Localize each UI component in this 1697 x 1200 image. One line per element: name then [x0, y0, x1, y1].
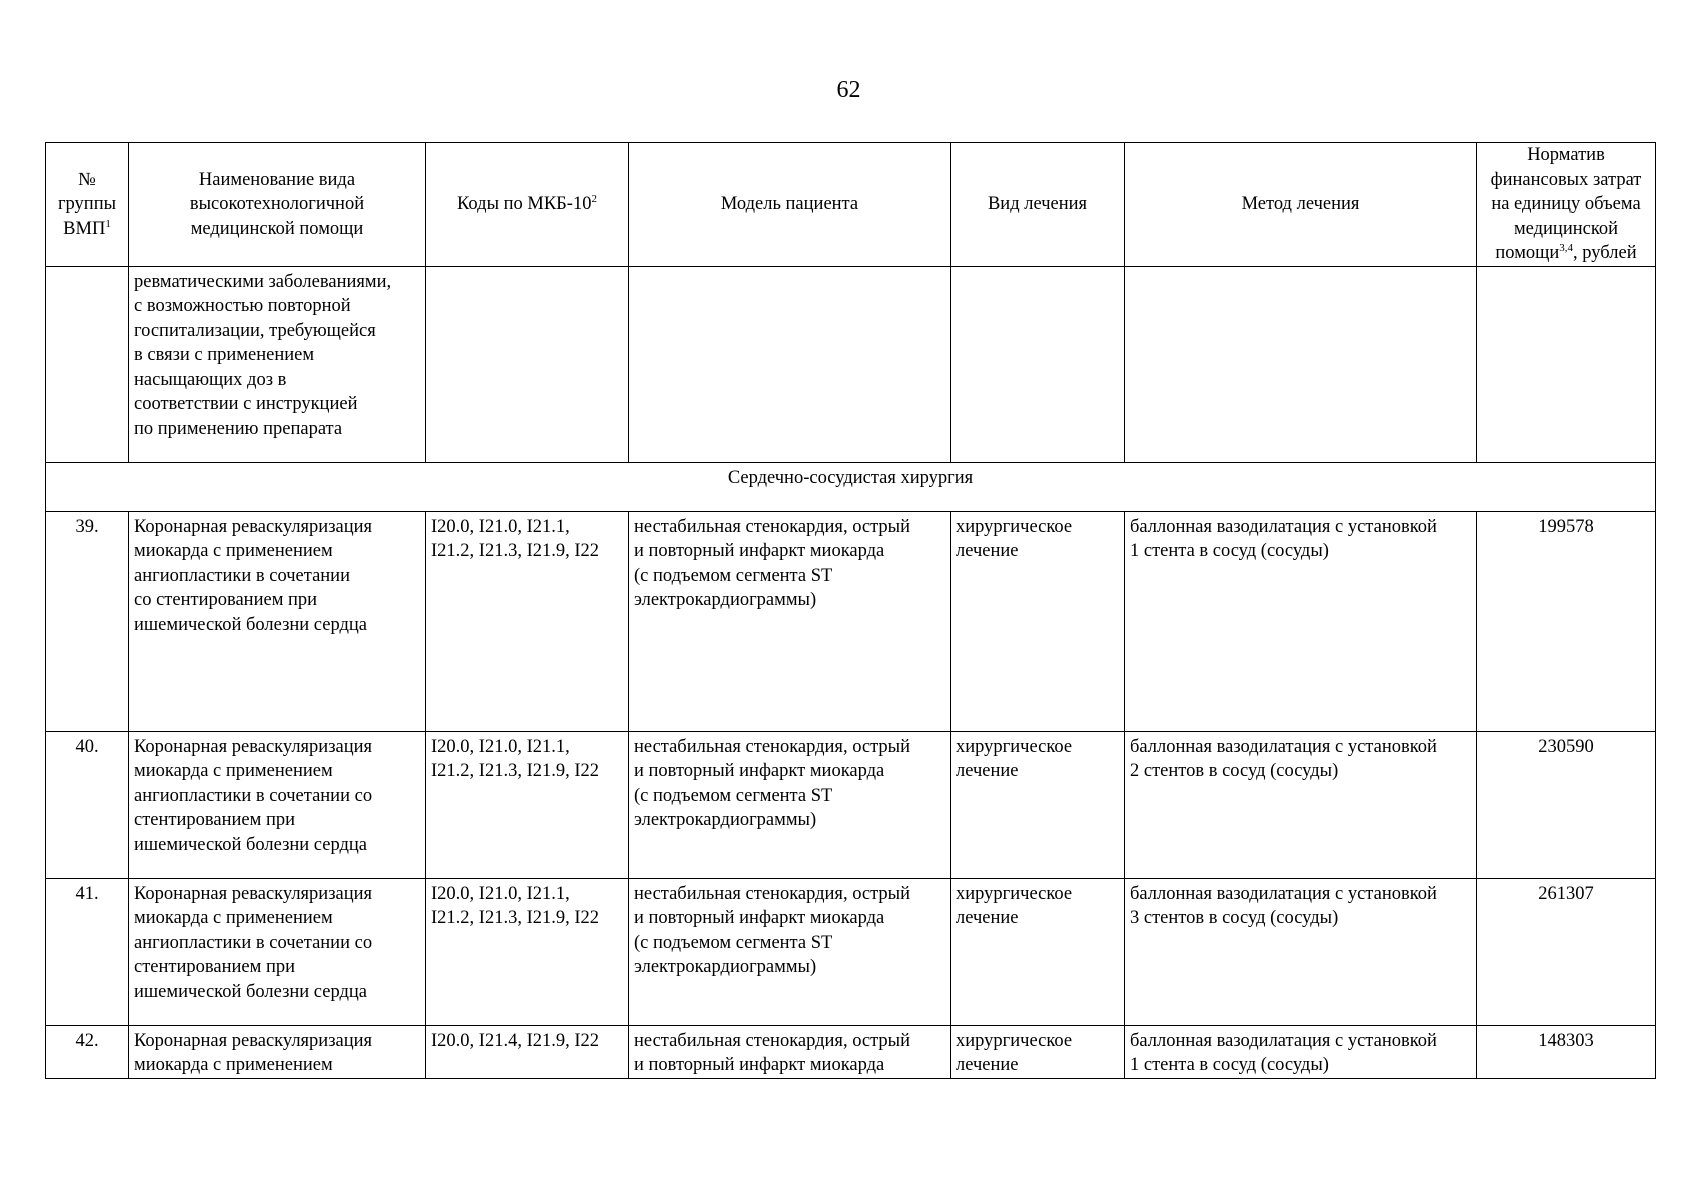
cell-text: лечение: [956, 761, 1019, 781]
cell-method: [1125, 511, 1477, 731]
cell-text: 2 стентов в сосуд (сосуды): [1130, 761, 1339, 781]
cell-norm: 261307: [1477, 878, 1656, 1025]
section-title: Сердечно-сосудистая хирургия: [46, 462, 1656, 511]
cell-method: [1125, 1025, 1477, 1078]
cell-num: [46, 266, 129, 462]
cell-text: и повторный инфаркт миокарда: [634, 908, 885, 928]
header-text: [50, 217, 124, 242]
header-text: медицинской: [1513, 218, 1619, 239]
cell-norm: 230590: [1477, 731, 1656, 878]
cell-type: [951, 266, 1125, 462]
cell-text: ишемической болезни сердца: [134, 614, 367, 635]
cell-text: I20.0, I21.4, I21.9, I22: [431, 1030, 600, 1051]
cell-text: (с подъемом сегмента ST: [634, 785, 833, 806]
cell-norm: 199578: [1477, 511, 1656, 731]
cell-name: [129, 511, 426, 731]
header-text: Коды по МКБ-10: [457, 194, 592, 214]
cell-text: ишемической болезни сердца: [134, 834, 367, 855]
header-text: №: [78, 169, 96, 190]
cell-type: [951, 511, 1125, 731]
footnote-mark: 3,4: [1559, 242, 1574, 254]
cell-method: [1125, 731, 1477, 878]
cell-text: и повторный инфаркт миокарда: [634, 761, 885, 781]
cell-codes: [426, 878, 629, 1025]
cell-num: 39.: [46, 511, 129, 731]
cell-text: Коронарная реваскуляризация: [134, 736, 373, 757]
cell-text: стентированием при: [134, 810, 295, 830]
header-text: Норматив: [1527, 145, 1605, 165]
table-row: [46, 511, 1656, 731]
cell-text: Коронарная реваскуляризация: [134, 516, 373, 537]
table-row: [46, 878, 1656, 1025]
cell-text: и повторный инфаркт миокарда: [634, 1055, 885, 1075]
cell-type: [951, 1025, 1125, 1078]
cell-text: (с подъемом сегмента ST: [634, 565, 833, 586]
header-text: [1481, 241, 1651, 266]
header-row: [46, 143, 1656, 267]
table-row: [46, 731, 1656, 878]
cell-text: I21.2, I21.3, I21.9, I22: [431, 541, 600, 561]
cell-model: [629, 878, 951, 1025]
footnote-mark: 2: [591, 193, 597, 205]
cell-text: I20.0, I21.0, I21.1,: [431, 883, 570, 904]
cell-text: хирургическое: [956, 883, 1073, 904]
cell-text: лечение: [956, 908, 1019, 928]
cell-codes: [426, 1025, 629, 1078]
cell-text: I20.0, I21.0, I21.1,: [431, 736, 570, 757]
vmp-table: [45, 142, 1656, 1079]
cell-method: [1125, 878, 1477, 1025]
cell-text: и повторный инфаркт миокарда: [634, 541, 885, 561]
cell-text: баллонная вазодилатация с установкой: [1130, 1030, 1437, 1051]
cell-name: [129, 266, 426, 462]
page-number: 62: [836, 77, 861, 103]
cell-text: (с подъемом сегмента ST: [634, 932, 833, 953]
cell-text: хирургическое: [956, 516, 1073, 537]
table-row: [46, 1025, 1656, 1078]
cell-text: ангиопластики в сочетании со: [134, 785, 373, 806]
cell-text: в связи с применением: [134, 345, 315, 365]
cell-text: ангиопластики в сочетании: [134, 565, 350, 586]
cell-text: нестабильная стенокардия, острый: [634, 516, 911, 537]
cell-text: баллонная вазодилатация с установкой: [1130, 516, 1437, 537]
cell-text: ангиопластики в сочетании со: [134, 932, 373, 953]
cell-codes: [426, 731, 629, 878]
cell-text: хирургическое: [956, 1030, 1073, 1051]
cell-text: миокарда с применением: [134, 908, 333, 928]
header-codes: [426, 143, 629, 267]
cell-text: миокарда с применением: [134, 541, 333, 561]
cell-text: 1 стента в сосуд (сосуды): [1130, 541, 1329, 561]
cell-text: нестабильная стенокардия, острый: [634, 1030, 911, 1051]
cell-text: лечение: [956, 541, 1019, 561]
cell-text: стентированием при: [134, 957, 295, 977]
cell-text: 3 стентов в сосуд (сосуды): [1130, 908, 1339, 928]
cell-text: соответствии с инструкцией: [134, 394, 358, 414]
cell-text: нестабильная стенокардия, острый: [634, 736, 911, 757]
cell-text: нестабильная стенокардия, острый: [634, 883, 911, 904]
cell-name: [129, 878, 426, 1025]
cell-text: электрокардиограммы): [634, 957, 817, 977]
cell-text: по применению препарата: [134, 418, 343, 439]
cell-text: лечение: [956, 1055, 1019, 1075]
cell-text: со стентированием при: [134, 590, 318, 610]
cell-model: [629, 511, 951, 731]
continuation-row: [46, 266, 1656, 462]
header-text: ВМП: [63, 218, 106, 239]
cell-text: миокарда с применением: [134, 761, 333, 781]
header-name: [129, 143, 426, 267]
header-text: финансовых затрат: [1490, 169, 1642, 190]
cell-norm: 148303: [1477, 1025, 1656, 1078]
cell-text: 1 стента в сосуд (сосуды): [1130, 1055, 1329, 1075]
footnote-mark: 1: [105, 217, 111, 230]
header-text: медицинской помощи: [190, 218, 364, 239]
cell-norm: [1477, 266, 1656, 462]
cell-type: [951, 878, 1125, 1025]
cell-text: хирургическое: [956, 736, 1073, 757]
cell-text: баллонная вазодилатация с установкой: [1130, 883, 1437, 904]
cell-num: 41.: [46, 878, 129, 1025]
header-group-no: [46, 143, 129, 267]
cell-codes: [426, 266, 629, 462]
header-text: высокотехнологичной: [189, 194, 365, 214]
cell-codes: [426, 511, 629, 731]
cell-text: госпитализации, требующейся: [134, 320, 376, 341]
cell-name: [129, 731, 426, 878]
cell-text: с возможностью повторной: [134, 296, 351, 316]
header-patient-model: Модель пациента: [629, 143, 951, 267]
header-text: помощи: [1495, 243, 1560, 263]
cell-text: баллонная вазодилатация с установкой: [1130, 736, 1437, 757]
cell-text: Коронарная реваскуляризация: [134, 1030, 373, 1051]
cell-text: электрокардиограммы): [634, 810, 817, 830]
cell-num: 40.: [46, 731, 129, 878]
cell-text: миокарда с применением: [134, 1055, 333, 1075]
cell-text: ревматическими заболеваниями,: [134, 271, 392, 292]
header-text: , рублей: [1573, 243, 1637, 263]
cell-name: [129, 1025, 426, 1078]
cell-text: ишемической болезни сердца: [134, 981, 367, 1002]
cell-method: [1125, 266, 1477, 462]
cell-model: [629, 1025, 951, 1078]
cell-num: 42.: [46, 1025, 129, 1078]
cell-text: I21.2, I21.3, I21.9, I22: [431, 761, 600, 781]
header-text: группы: [57, 194, 117, 214]
header-text: на единицу объема: [1491, 194, 1641, 214]
cell-type: [951, 731, 1125, 878]
cell-model: [629, 731, 951, 878]
cell-text: электрокардиограммы): [634, 590, 817, 610]
section-row: [46, 462, 1656, 511]
cell-text: I20.0, I21.0, I21.1,: [431, 516, 570, 537]
header-treatment-method: Метод лечения: [1125, 143, 1477, 267]
cell-text: I21.2, I21.3, I21.9, I22: [431, 908, 600, 928]
cell-model: [629, 266, 951, 462]
header-norm: [1477, 143, 1656, 267]
cell-text: Коронарная реваскуляризация: [134, 883, 373, 904]
cell-text: насыщающих доз в: [134, 369, 287, 390]
header-treatment-type: Вид лечения: [951, 143, 1125, 267]
header-text: Наименование вида: [198, 169, 356, 190]
